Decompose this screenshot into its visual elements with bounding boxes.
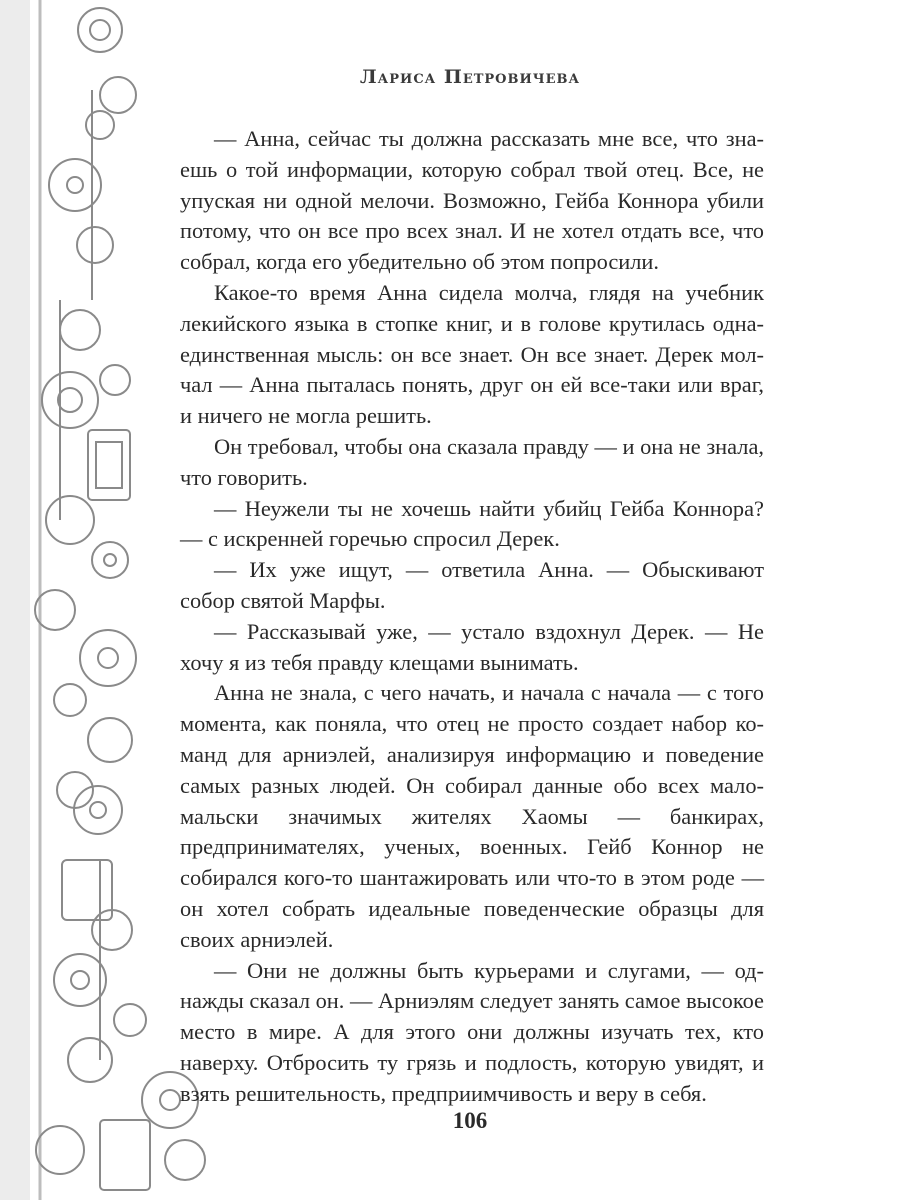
body-text	[180, 124, 764, 1110]
running-header-author: Лариса Петровичева	[359, 66, 581, 88]
paragraph: — Они не должны быть курьерами и слугами, — однажды сказал он. — Арниэлям следует занять самое высокое место в мире. А для этого они должны изучать тех, кто наверху. Отбросить ту грязь и подлость, которую увидят, и взять решительность, предприимчивость и веру в себя.	[180, 957, 764, 1106]
page-number: 106	[452, 1108, 488, 1133]
paragraph: Анна не знала, с чего начать, и начала с начала — с того момента, как поняла, что отец не просто создает набор команд для арниэлей, анализируя информацию и поведение самых разных людей. Он собирал данные обо всех мало-мальски значимых жителях Хаомы — банкирах, предпринимателях, ученых, военных. Гейб Коннор не собирался кого-то шантажировать или что-то в этом роде — он хотел собрать идеальные поведенческие образцы для своих арниэлей.	[180, 680, 764, 952]
paragraph: — Анна, сейчас ты должна рассказать мне все, что знаешь о той информации, которую собрал твой отец. Все, не упуская ни одной мелочи. Возможно, Гейба Коннора убили потому, что он все про всех знал. И не хотел отдать все, что собрал, когда его убедительно об этом попросили.	[180, 126, 764, 275]
paragraph: — Их уже ищут, — ответила Анна. — Обыскивают собор святой Марфы.	[180, 557, 764, 613]
paragraph: Какое-то время Анна сидела молча, глядя на учебник лекийского языка в стопке книг, и в голове крутилась однаединственная мысль: он все знает. Он все знает. Дерек молчал — Анна пыталась понять, друг он ей все-таки или враг, и ничего не могла решить.	[180, 279, 764, 429]
paragraph: — Рассказывай уже, — устало вздохнул Дерек. — Не хочу я из тебя правду клещами вынимать.	[180, 618, 764, 675]
paragraph: Он требовал, чтобы она сказала правду — и она не знала, что говорить.	[180, 433, 764, 490]
paragraph: — Неужели ты не хочешь найти убийц Гейба Коннора? — с искренней горечью спросил Дерек.	[180, 495, 764, 552]
